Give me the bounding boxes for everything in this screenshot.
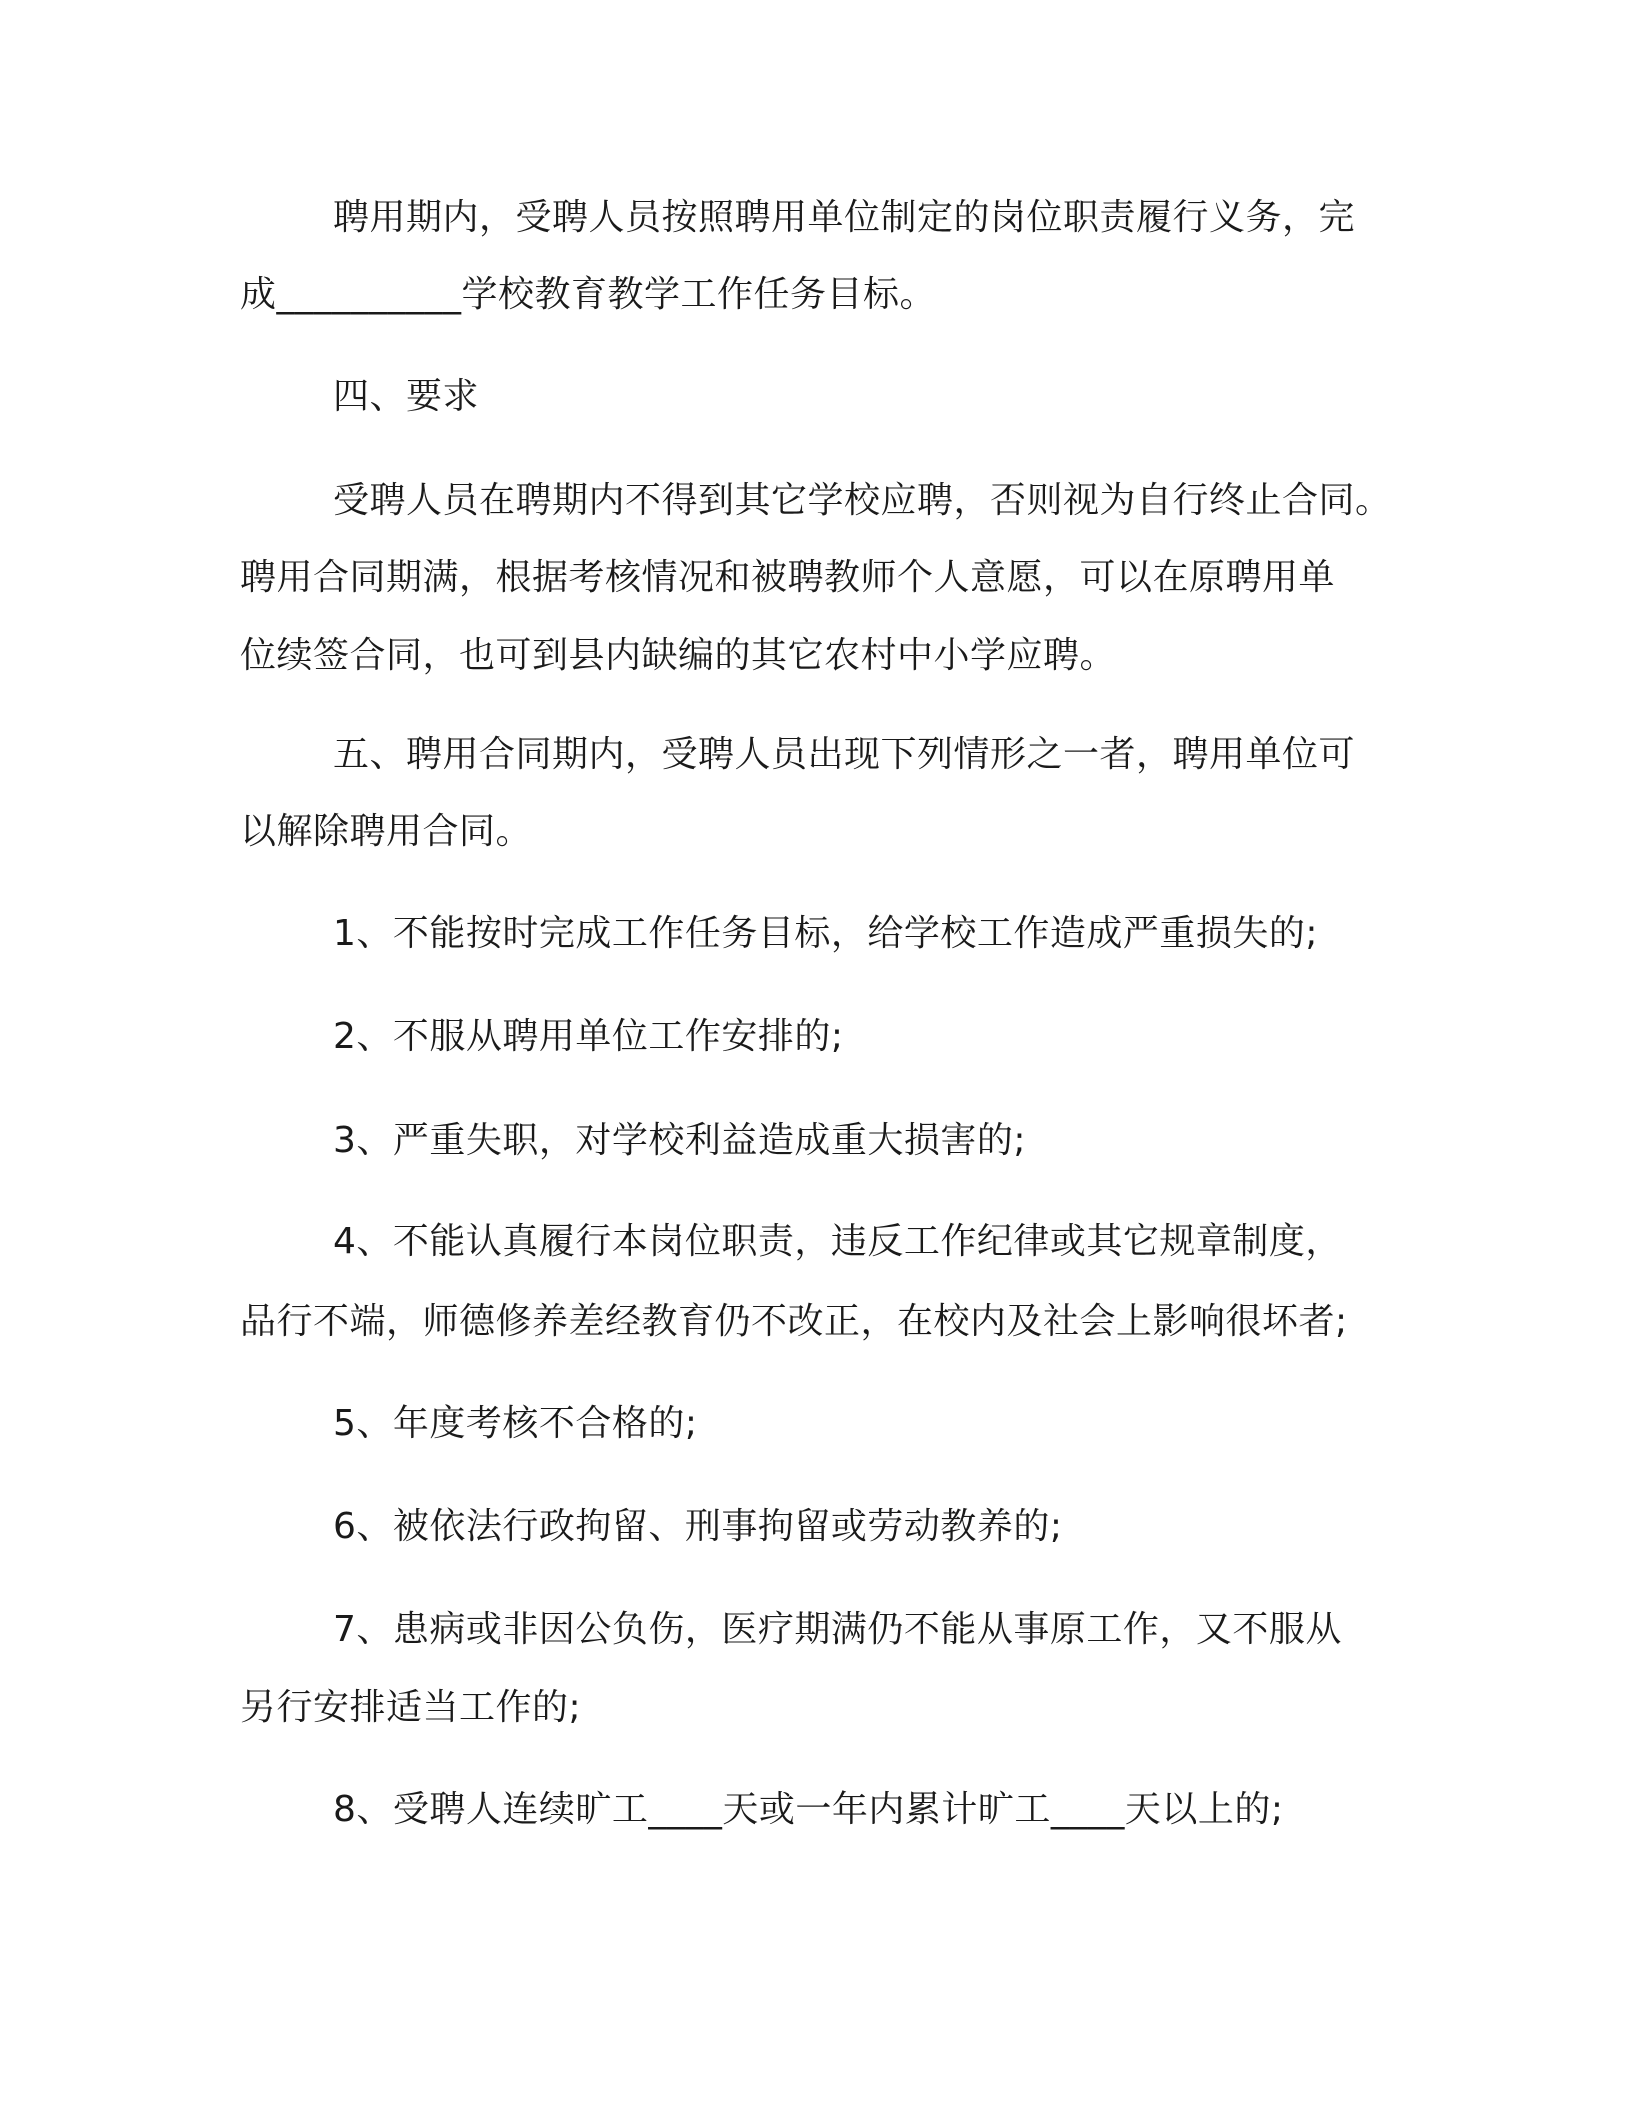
list-item-5: 5、年度考核不合格的; [333, 1403, 698, 1444]
list-item-6: 6、被依法行政拘留、刑事拘留或劳动教养的; [333, 1506, 1063, 1547]
list-item-2: 2、不服从聘用单位工作安排的; [333, 1016, 844, 1057]
list-item-7-line-1: 7、患病或非因公负伤，医疗期满仍不能从事原工作，又不服从 [333, 1609, 1342, 1650]
section-heading-requirements: 四、要求 [333, 376, 480, 417]
section-heading-termination-line-1: 五、聘用合同期内，受聘人员出现下列情形之一者，聘用单位可 [333, 734, 1356, 775]
list-item-8: 8、受聘人连续旷工____天或一年内累计旷工____天以上的; [333, 1789, 1284, 1830]
list-item-7-line-2: 另行安排适当工作的; [240, 1687, 582, 1728]
list-item-4-line-1: 4、不能认真履行本岗位职责，违反工作纪律或其它规章制度， [333, 1221, 1342, 1262]
paragraph-requirements-line-1: 受聘人员在聘期内不得到其它学校应聘，否则视为自行终止合同。 [333, 480, 1392, 521]
section-heading-termination-line-2: 以解除聘用合同。 [240, 811, 533, 852]
list-item-3: 3、严重失职，对学校利益造成重大损害的; [333, 1120, 1027, 1161]
paragraph-duties-line-2: 成__________学校教育教学工作任务目标。 [240, 274, 937, 315]
list-item-1: 1、不能按时完成工作任务目标，给学校工作造成严重损失的; [333, 913, 1319, 954]
paragraph-requirements-line-3: 位续签合同，也可到县内缺编的其它农村中小学应聘。 [240, 635, 1117, 676]
paragraph-duties-line-1: 聘用期内，受聘人员按照聘用单位制定的岗位职责履行义务，完 [333, 197, 1356, 238]
list-item-4-line-2: 品行不端，师德修养差经教育仍不改正，在校内及社会上影响很坏者; [240, 1301, 1348, 1342]
paragraph-requirements-line-2: 聘用合同期满，根据考核情况和被聘教师个人意愿，可以在原聘用单 [240, 557, 1336, 598]
